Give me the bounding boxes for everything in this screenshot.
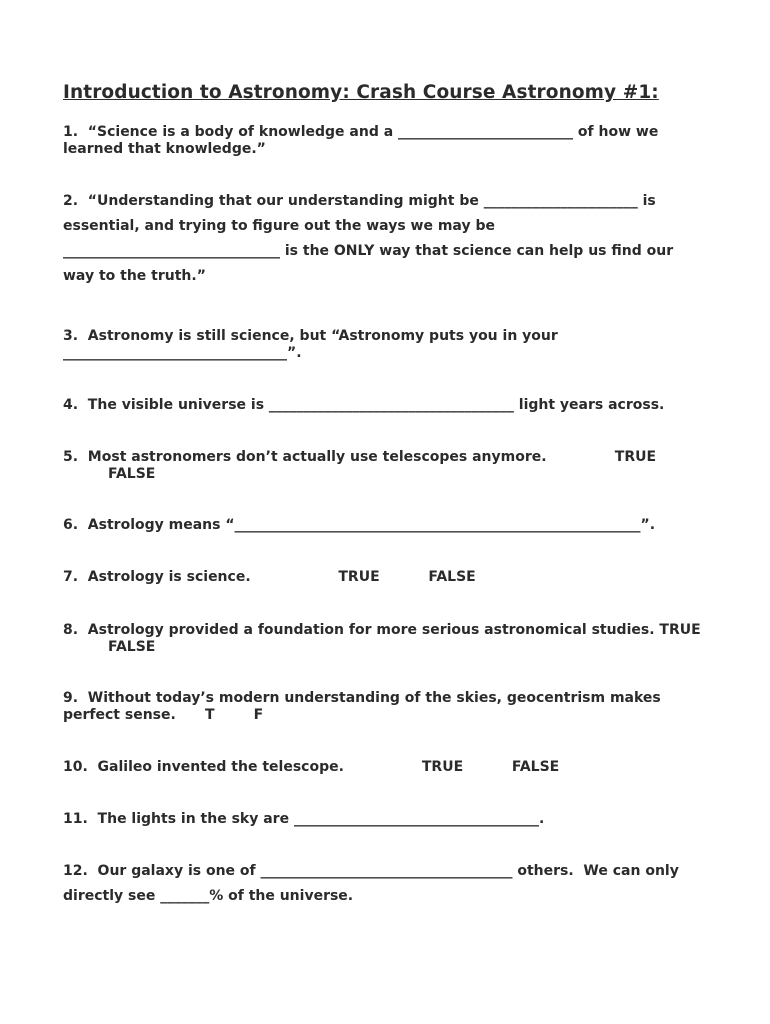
question-6 <box>63 517 655 534</box>
question-2-line-3: _______________________________ is the ONLY way that science can help us find our <box>63 243 674 259</box>
question-5 <box>63 449 656 483</box>
question-3-line-2: ________________________________”. <box>63 345 302 361</box>
question-11 <box>63 811 544 828</box>
worksheet-title: Introduction to Astronomy: Crash Course Astronomy #1: <box>63 82 659 103</box>
question-5-line-2: FALSE <box>108 466 156 482</box>
question-11-line-1: 11. The lights in the sky are ___________________________________. <box>63 811 545 827</box>
question-9 <box>63 690 661 724</box>
question-8-line-2: FALSE <box>108 639 156 655</box>
question-8 <box>63 622 701 656</box>
question-7-line-1: 7. Astrology is science. TRUE FALSE <box>63 569 476 585</box>
question-2-line-1: 2. “Understanding that our understanding might be ______________________ is <box>63 193 656 209</box>
question-12-line-1: 12. Our galaxy is one of ____________________________________ others. We can only <box>63 863 679 879</box>
question-1-line-2: learned that knowledge.” <box>63 141 266 157</box>
question-2-line-4: way to the truth.” <box>63 268 206 284</box>
question-4 <box>63 397 664 414</box>
question-12-line-2: directly see _______% of the universe. <box>63 888 354 904</box>
question-10 <box>63 759 559 776</box>
question-6-line-1: 6. Astrology means “__________________________________________________________”. <box>63 517 656 533</box>
question-10-line-1: 10. Galileo invented the telescope. TRUE FALSE <box>63 759 560 775</box>
question-7 <box>63 569 476 586</box>
question-3-line-1: 3. Astronomy is still science, but “Astronomy puts you in your <box>63 328 558 344</box>
question-9-line-2: perfect sense. T F <box>63 707 264 723</box>
question-4-line-1: 4. The visible universe is ___________________________________ light years across. <box>63 397 665 413</box>
question-2 <box>63 189 673 289</box>
question-3 <box>63 328 558 362</box>
question-12 <box>63 859 679 909</box>
question-1-line-1: 1. “Science is a body of knowledge and a _________________________ of how we <box>63 124 659 140</box>
question-1 <box>63 124 658 158</box>
question-5-line-1: 5. Most astronomers don’t actually use telescopes anymore. TRUE <box>63 449 657 465</box>
question-8-line-1: 8. Astrology provided a foundation for more serious astronomical studies. TRUE <box>63 622 701 638</box>
question-9-line-1: 9. Without today’s modern understanding of the skies, geocentrism makes <box>63 690 661 706</box>
question-2-line-2: essential, and trying to figure out the ways we may be <box>63 218 495 234</box>
